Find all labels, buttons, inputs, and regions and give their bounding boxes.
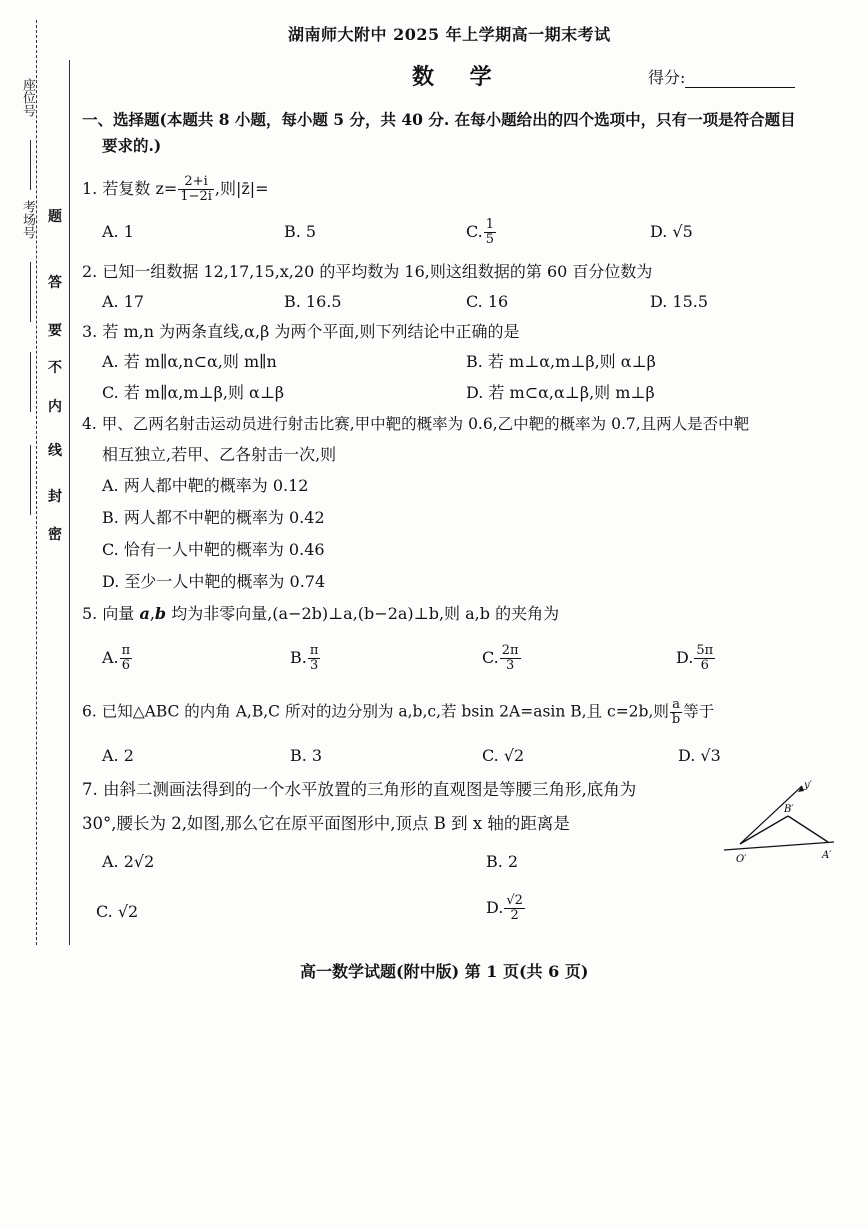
q2-option-c[interactable]: C. 16 [466,292,509,311]
q6-option-c[interactable]: C. √2 [482,746,525,765]
score-field[interactable] [648,68,795,88]
seal-char: 内 [48,399,62,415]
seat-number-blank[interactable] [30,140,32,190]
y-axis-line [740,786,802,844]
q7-option-d[interactable]: D. $\frac{√2}{2}$ [486,893,523,923]
q4-stem-line2: 相互独立,若甲、乙各射击一次,则 [102,445,337,464]
seal-char: 要 [48,323,62,339]
q1-fraction: $\frac{2+i}{1-2i}$ [180,174,212,204]
q1-option-d[interactable]: D. √5 [650,222,693,241]
q7-option-c[interactable]: C. √2 [96,902,139,921]
q3-option-a[interactable]: A. 若 m∥α,n⊂α,则 m∥n [102,352,277,371]
q6-option-a[interactable]: A. 2 [102,746,134,765]
q1-stem: 1. 若复数 z= $\frac{2+i}{1-2i}$ ,则|z̄|= [82,174,269,204]
q1-option-a[interactable]: A. 1 [102,222,134,241]
seal-char: 不 [48,360,62,376]
q7-option-a[interactable]: A. 2√2 [102,852,155,871]
q3-option-c[interactable]: C. 若 m∥α,m⊥β,则 α⊥β [102,383,285,402]
name-blank[interactable] [30,352,32,412]
q4-option-c[interactable]: C. 恰有一人中靶的概率为 0.46 [102,540,325,559]
seal-char: 封 [48,489,62,505]
binding-solid-line [69,60,70,945]
point-b-label: B′ [784,804,794,815]
triangle-side-ba [788,816,828,842]
binding-dashed-line [36,20,37,945]
exam-room-blank[interactable] [30,262,32,322]
q2-option-a[interactable]: A. 17 [102,292,145,311]
q3-stem: 3. 若 m,n 为两条直线,α,β 为两个平面,则下列结论中正确的是 [82,322,520,341]
q4-stem-line1: 4. 甲、乙两名射击运动员进行射击比赛,甲中靶的概率为 0.6,乙中靶的概率为 0.7,且两人是否中靶 [82,415,750,433]
q6-option-d[interactable]: D. √3 [678,746,721,765]
q7-option-b[interactable]: B. 2 [486,852,519,871]
section-heading-line2: 要求的.) [102,136,162,155]
q2-stem: 2. 已知一组数据 12,17,15,x,20 的平均数为 16,则这组数据的第 60 百分位数为 [82,262,653,281]
triangle-side-ob [740,816,788,844]
origin-label: O′ [736,854,747,865]
exam-room-label: 考场号 [20,200,35,239]
point-a-label: A′ [822,850,832,861]
seal-char: 题 [48,209,62,225]
q4-option-a[interactable]: A. 两人都中靶的概率为 0.12 [102,476,309,495]
seal-char: 线 [48,443,62,459]
q3-option-b[interactable]: B. 若 m⊥α,m⊥β,则 α⊥β [466,352,656,371]
subject-title: 数 学 [412,64,506,90]
q6-stem: 6. 已知△ABC 的内角 A,B,C 所对的边分别为 a,b,c,若 bsin 2A=asin B,且 c=2b,则 $\frac{a}{b}$ 等于 [82,697,715,727]
q7-stem-line1: 7. 由斜二测画法得到的一个水平放置的三角形的直观图是等腰三角形,底角为 [82,780,637,799]
q5-option-d[interactable]: D. $\frac{5\pi}{6}$ [676,643,714,673]
q7-oblique-figure [718,772,838,872]
score-label: 得分: [648,68,686,87]
q5-option-a[interactable]: A. $\frac{\pi}{6}$ [102,643,131,673]
q7-stem-line2: 30°,腰长为 2,如图,那么它在原平面图形中,顶点 B 到 x 轴的距离是 [82,814,570,833]
y-axis-label: y′ [804,780,812,791]
exam-title: 湖南师大附中 2025 年上学期高一期末考试 [288,25,611,44]
q4-option-b[interactable]: B. 两人都不中靶的概率为 0.42 [102,508,325,527]
score-blank[interactable] [685,73,795,88]
q1-option-c[interactable]: C. $\frac{1}{5}$ [466,217,495,247]
q1-option-b[interactable]: B. 5 [284,222,317,241]
page-footer: 高一数学试题(附中版) 第 1 页(共 6 页) [300,962,589,981]
q5-option-c[interactable]: C. $\frac{2\pi}{3}$ [482,643,519,673]
section-heading-line1: 一、选择题(本题共 8 小题，每小题 5 分，共 40 分. 在每小题给出的四个选项中，只有一项是符合题目 [82,110,796,129]
q2-option-b[interactable]: B. 16.5 [284,292,342,311]
seat-number-label: 座位号 [20,78,35,117]
seal-char: 密 [48,527,62,543]
q5-option-b[interactable]: B. $\frac{\pi}{3}$ [290,643,319,673]
q6-option-b[interactable]: B. 3 [290,746,323,765]
q3-option-d[interactable]: D. 若 m⊂α,α⊥β,则 m⊥β [466,383,655,402]
q5-stem: 5. 向量 a,b 均为非零向量,(a−2b)⊥a,(b−2a)⊥b,则 a,b 的夹角为 [82,604,560,623]
q2-option-d[interactable]: D. 15.5 [650,292,709,311]
seal-char: 答 [48,275,62,291]
q4-option-d[interactable]: D. 至少一人中靶的概率为 0.74 [102,572,326,591]
class-blank[interactable] [30,445,32,515]
